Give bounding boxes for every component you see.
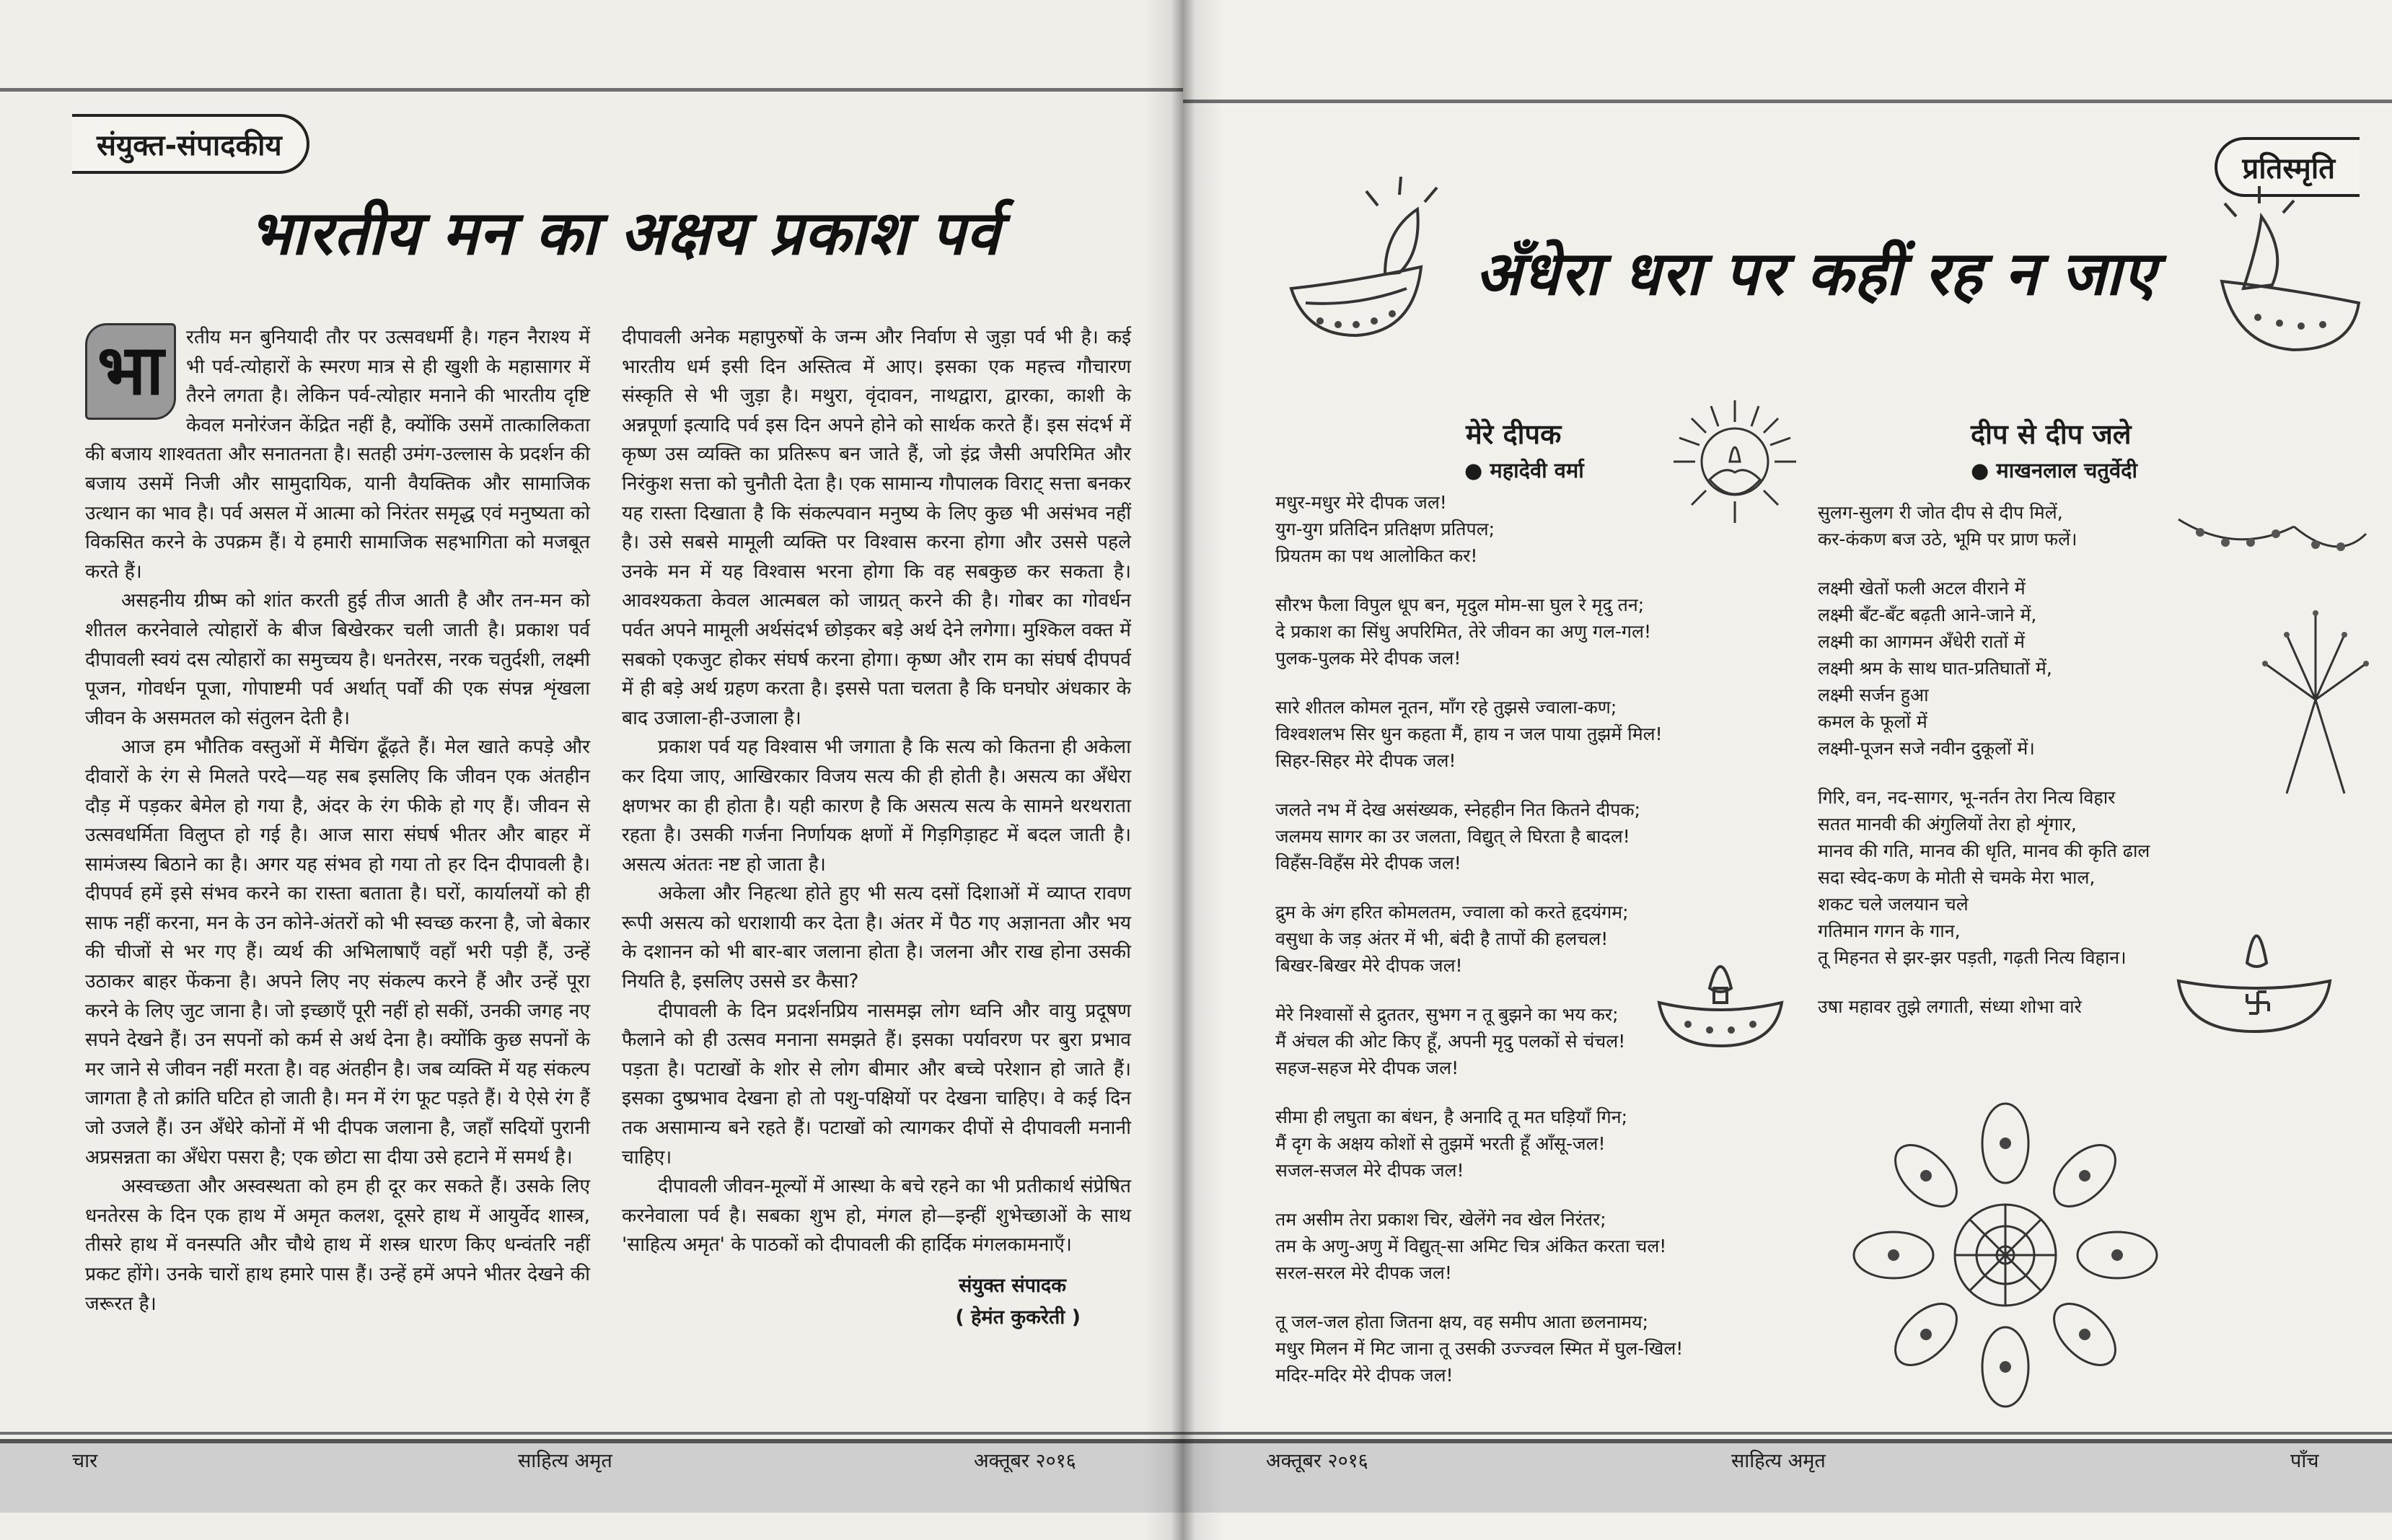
footer-rule <box>0 1432 1183 1435</box>
stanza: मधुर-मधुर मेरे दीपक जल! युग-युग प्रतिदिन प्रतिक्षण प्रतिपल; प्रियतम का पथ आलोकित कर! <box>1275 492 1495 566</box>
stanza: गिरि, वन, नद-सागर, भू-नर्तन तेरा नित्य विहार सतत मानवी की अंगुलियों तेरा हो शृंगार, मानव की गति, मानव की धृति, मानव की कृति ढाल सदा स्वेद-कण के मोती से चमके मेरा भाल, शकट चले जलयान चले गतिमान गगन के गान, तू मिहनत से झर-झर पड़ती, गढ़ती नित्य विहान। <box>1818 787 2150 968</box>
paragraph: भा रतीय मन बुनियादी तौर पर उत्सवधर्मी है। गहन नैराश्य में भी पर्व-त्योहारों के स्मरण मात्र से ही खुशी के महासागर में तैरने लगता है। लेकिन पर्व-त्योहार मनाने की भारतीय दृष्टि केवल मनोरंजन केंद्रित नहीं है, क्योंकि उसमें तात्कालिकता की बजाय शाश्वतता और सनातनता है। सतही उमंग-उल्लास के प्रदर्शन की बजाय उसमें निजी और सामुदायिक, यानी वैयक्तिक और सामाजिक उत्थान का भाव है। पर्व असल में आत्मा को निरंतर समृद्ध एवं मनुष्यता को विकसित करने के उपक्रम हैं। ये हमारी सामाजिक सहभागिता को मजबूत करते हैं। <box>85 323 590 586</box>
editorial-title: भारतीय मन का अक्षय प्रकाश पर्व <box>249 197 1001 268</box>
diya-small-illustration <box>1652 938 1789 1053</box>
signature-block <box>622 1272 1131 1358</box>
stanza: तू जल-जल होता जितना क्षय, वह समीप आता छलनामय; मधुर मिलन में मिट जाना तू उसकी उज्ज्वल स्मित में घुल-खिल! मदिर-मदिर मेरे दीपक जल! <box>1275 1311 1684 1386</box>
paragraph: दीपावली अनेक महापुरुषों के जन्म और निर्वाण से जुड़ा पर्व भी है। कई भारतीय धर्म इसी दिन अस्तित्व में आए। इसका एक महत्त्व गौचारण संस्कृति से भी जुड़ा है। मथुरा, वृंदावन, नाथद्वारा, द्वारका, काशी के अन्नपूर्णा इत्यादि पर्व इस दिन अपने होने को सार्थक करते हैं। इस संदर्भ में कृष्ण उस व्यक्ति का प्रतिरूप बन जाते हैं, जो इंद्र जैसी अपरिमित और निरंकुश सत्ता को चुनौती देता है। एक सामान्य गौपालक विराट् सत्ता बनकर यह रास्ता दिखाता है कि संकल्पवान मनुष्य के लिए कुछ भी असंभव नहीं है। उसे सबसे मामूली व्यक्ति पर विश्वास करना होगा और उससे पहले उनके मन में यह विश्वास भरना होगा कि वह सबकुछ कर सकता है। आवश्यकता केवल आत्मबल को जाग्रत् करने की है। गोबर का गोवर्धन पर्वत अपने मामूली अर्थसंदर्भ छोड़कर बड़े अर्थ देने लगेगा। मुश्किल वक्त में सबको एकजुट होकर संघर्ष करना होगा। कृष्ण और राम का संघर्ष दीपपर्व में ही बड़े अर्थ ग्रहण करता है। इससे पता चलता है कि घनघोर अंधकार के बाद उजाला-ही-उजाला है। <box>622 326 1131 729</box>
paragraph: अकेला और निहत्था होते हुए भी सत्य दसों दिशाओं में व्याप्त रावण रूपी असत्य को धराशायी कर देता है। अंतर में पैठ गए अज्ञानता और भय के दशानन को भी बार-बार जलाना होता है। जलना और राख होना उसकी नियति है, इसलिए उससे डर कैसा? <box>622 882 1131 993</box>
stanza: सौरभ फैला विपुल धूप बन, मृदुल मोम-सा घुल रे मृदु तन; दे प्रकाश का सिंधु अपरिमित, तेरे जीवन का अणु गल-गल! पुलक-पुलक मेरे दीपक जल! <box>1275 594 1651 669</box>
diya-illustration-left <box>1277 188 1435 375</box>
editorial-column-1 <box>85 323 590 1319</box>
diya-swastika-illustration <box>2178 894 2337 1039</box>
top-rule <box>0 88 1183 92</box>
stanza: सुलग-सुलग री जोत दीप से दीप मिलें, कर-कंकण बज उठे, भूमि पर प्राण फलें। <box>1818 502 2077 550</box>
stanza: तम असीम तेरा प्रकाश चिर, खेलेंगे नव खेल निरंतर; तम के अणु-अणु में विद्युत्-सा अमिट चित्र अंकित करता चल! सरल-सरल मेरे दीपक जल! <box>1275 1209 1667 1283</box>
section-label-editorial: संयुक्त-संपादकीय <box>72 114 309 174</box>
stanza: द्रुम के अंग हरित कोमलतम, ज्वाला को करते हृदयंगम; वसुधा के जड़ अंतर में भी, बंदी है तापों की हलचल! बिखर-बिखर मेरे दीपक जल! <box>1275 902 1629 976</box>
poems-title: अँधेरा धरा पर कहीं रह न जाए <box>1475 237 2157 309</box>
paragraph: प्रकाश पर्व यह विश्वास भी जगाता है कि सत्य को कितना ही अकेला कर दिया जाए, आखिरकार विजय सत्य की ही होती है। असत्य का अँधेरा क्षणभर का ही होता है। यही कारण है कि असत्य सत्य के सामने थरथराता रहता है। उसकी गर्जना निर्णायक क्षणों में गिड़गिड़ाहट में बदल जाती है। असत्य अंततः नष्ट हो जाता है। <box>622 736 1131 876</box>
top-rule <box>1183 100 2392 103</box>
rangoli-illustration <box>1854 1104 2157 1407</box>
page-number: पाँच <box>2290 1450 2319 1472</box>
poem1-title: मेरे दीपक <box>1466 418 1562 450</box>
section-label-remembrance: प्रतिस्मृति <box>2215 137 2360 197</box>
poem1-body <box>1275 489 1683 1411</box>
signature-name: ( हेमंत कुकरेती ) <box>955 1306 1081 1329</box>
paragraph: आज हम भौतिक वस्तुओं में मैचिंग ढूँढ़ते हैं। मेल खाते कपड़े और दीवारों के रंग से मिलते परदे—यह सब इसलिए कि जीवन एक अंतहीन दौड़ में पड़कर बेमेल हो गया है, अंदर के रंग फीके हो गए हैं। जीवन से उत्सवधर्मिता विलुप्त हो गई है। आज सारा संघर्ष भीतर और बाहर में सामंजस्य बिठाने का है। अगर यह संभव हो गया तो हर दिन दीपावली है। दीपपर्व हमें इसे संभव करने का रास्ता बताता है। घरों, कार्यालयों को ही साफ नहीं करना, मन के उन कोने-अंतरों को भी स्वच्छ करना है, जो बेकार की चीजों से भर गए हैं। व्यर्थ की अभिलाषाएँ वहाँ भरी पड़ी हैं, उन्हें उठाकर बाहर फेंकना है। अपने लिए नए संकल्प करने हैं और उन्हें पूरा करने के लिए जुट जाना है। जो इच्छाएँ पूरी नहीं हो सकीं, उनकी जगह नए सपने देखने हैं। उन सपनों को कर्म से अर्थ देना है। क्योंकि कुछ सपनों के मर जाने से जीवन नहीं मरता है। वह अंतहीन है। जब व्यक्ति में यह संकल्प जागता है तो क्रांति घटित हो जाती है। मन में रंग फूट पड़ते हैं। ये ऐसे रंग हैं जो उजले हैं। उन अँधेरे कोनों में भी दीपक जलाना है, जहाँ सदियों पुरानी अप्रसन्नता का अँधेरा पसरा है; एक छोटा सा दीया उसे हटाने में समर्थ है। <box>85 736 590 1169</box>
stanza: सीमा ही लघुता का बंधन, है अनादि तू मत घड़ियाँ गिन; मैं दृग के अक्षय कोशों से तुझमें भरती हूँ आँसू-जल! सजल-सजल मेरे दीपक जल! <box>1275 1106 1627 1181</box>
editorial-column-2 <box>622 323 1131 1358</box>
stanza: लक्ष्मी खेतों फली अटल वीराने में लक्ष्मी बँट-बँट बढ़ती आने-जाने में, लक्ष्मी का आगमन अँधेरी रातों में लक्ष्मी श्रम के साथ घात-प्रतिघातों में, लक्ष्मी सर्जन हुआ कमल के फूलों में लक्ष्मी-पूजन सजे नवीन दुकूलों में। <box>1818 578 2052 759</box>
right-page <box>1183 0 2392 1540</box>
lamp-sunburst-illustration <box>1674 400 1796 523</box>
signature-role: संयुक्त संपादक <box>959 1275 1066 1297</box>
stanza: उषा महावर तुझे लगाती, संध्या शोभा वारे <box>1818 996 2082 1017</box>
issue-date: अक्तूबर २०१६ <box>974 1450 1076 1472</box>
stanza: जलते नभ में देख असंख्यक, स्नेहहीन नित कितने दीपक; जलमय सागर का उर जलता, विद्युत् ले घिरता है बादल! विहँस-विहँस मेरे दीपक जल! <box>1275 799 1641 874</box>
festive-lights-illustration <box>2178 505 2392 808</box>
paragraph: दीपावली जीवन-मूल्यों में आस्था के बचे रहने का भी प्रतीकार्थ संप्रेषित करनेवाला पर्व है। सबका शुभ हो, मंगल हो—इन्हीं शुभेच्छाओं के साथ 'साहित्य अमृत' के पाठकों को दीपावली की हार्दिक मंगलकामनाएँ। <box>622 1175 1131 1257</box>
paragraph: अस्वच्छता और अस्वस्थता को हम ही दूर कर सकते हैं। उसके लिए धनतेरस के दिन एक हाथ में अमृत कलश, दूसरे हाथ में आयुर्वेद शास्त्र, तीसरे हाथ में वनस्पति और चौथे हाथ में शस्त्र धारण किए धन्वंतरि नहीं प्रकट होंगे। उनके चारों हाथ हमारे पास हैं। उन्हें हमें अपने भीतर देखने की जरूरत है। <box>85 1175 590 1315</box>
poem1-poet: ● महादेवी वर्मा <box>1464 458 1584 483</box>
issue-date: अक्तूबर २०१६ <box>1266 1450 1368 1472</box>
paragraph: असहनीय ग्रीष्म को शांत करती हुई तीज आती है और तन-मन को शीतल करनेवाले त्योहारों के बीज बिखेरकर चली जाती है। प्रकाश पर्व दीपावली स्वयं दस त्योहारों का समुच्चय है। धनतेरस, नरक चतुर्दशी, लक्ष्मी पूजन, गोवर्धन पूजा, गोपाष्टमी पर्व अर्थात् पर्वों की एक संपन्न शृंखला जीवन के असमतल को संतुलन देती है। <box>85 589 590 729</box>
page-number: चार <box>72 1450 98 1472</box>
poem2-poet: ● माखनलाल चतुर्वेदी <box>1971 458 2137 483</box>
left-page <box>0 0 1183 1540</box>
poem2-body <box>1818 499 2150 1042</box>
paragraph: दीपावली के दिन प्रदर्शनप्रिय नासमझ लोग ध्वनि और वायु प्रदूषण फैलाने को ही उत्सव मनाना समझते हैं। इसका पर्यावरण पर बुरा प्रभाव पड़ता है। पटाखों के शोर से लोग बीमार और बच्चे परेशान हो जाते हैं। इसका दुष्प्रभाव देखना हो तो पशु-पक्षियों पर देखना चाहिए। वे कई दिन तक असामान्य बने रहते हैं। पटाखों को त्यागकर दीपों से दीपावली मनानी चाहिए। <box>622 999 1131 1169</box>
drop-cap: भा <box>85 323 176 420</box>
stanza: सारे शीतल कोमल नूतन, माँग रहे तुझसे ज्वाला-कण; विश्वशलभ सिर धुन कहता मैं, हाय न जल पाया तुझमें मिल! सिहर-सिहर मेरे दीपक जल! <box>1275 697 1663 771</box>
magazine-name: साहित्य अमृत <box>1731 1450 1826 1472</box>
footer-rule <box>1183 1432 2392 1435</box>
stanza: मेरे निश्वासों से द्रुततर, सुभग न तू बुझने का भय कर; मैं अंचल की ओट किए हूँ, अपनी मृदु पलकों से चंचल! सहज-सहज मेरे दीपक जल! <box>1275 1004 1626 1078</box>
magazine-name: साहित्य अमृत <box>518 1450 612 1472</box>
poem2-title: दीप से दीप जले <box>1971 418 2132 450</box>
diya-illustration-right <box>2215 195 2373 382</box>
